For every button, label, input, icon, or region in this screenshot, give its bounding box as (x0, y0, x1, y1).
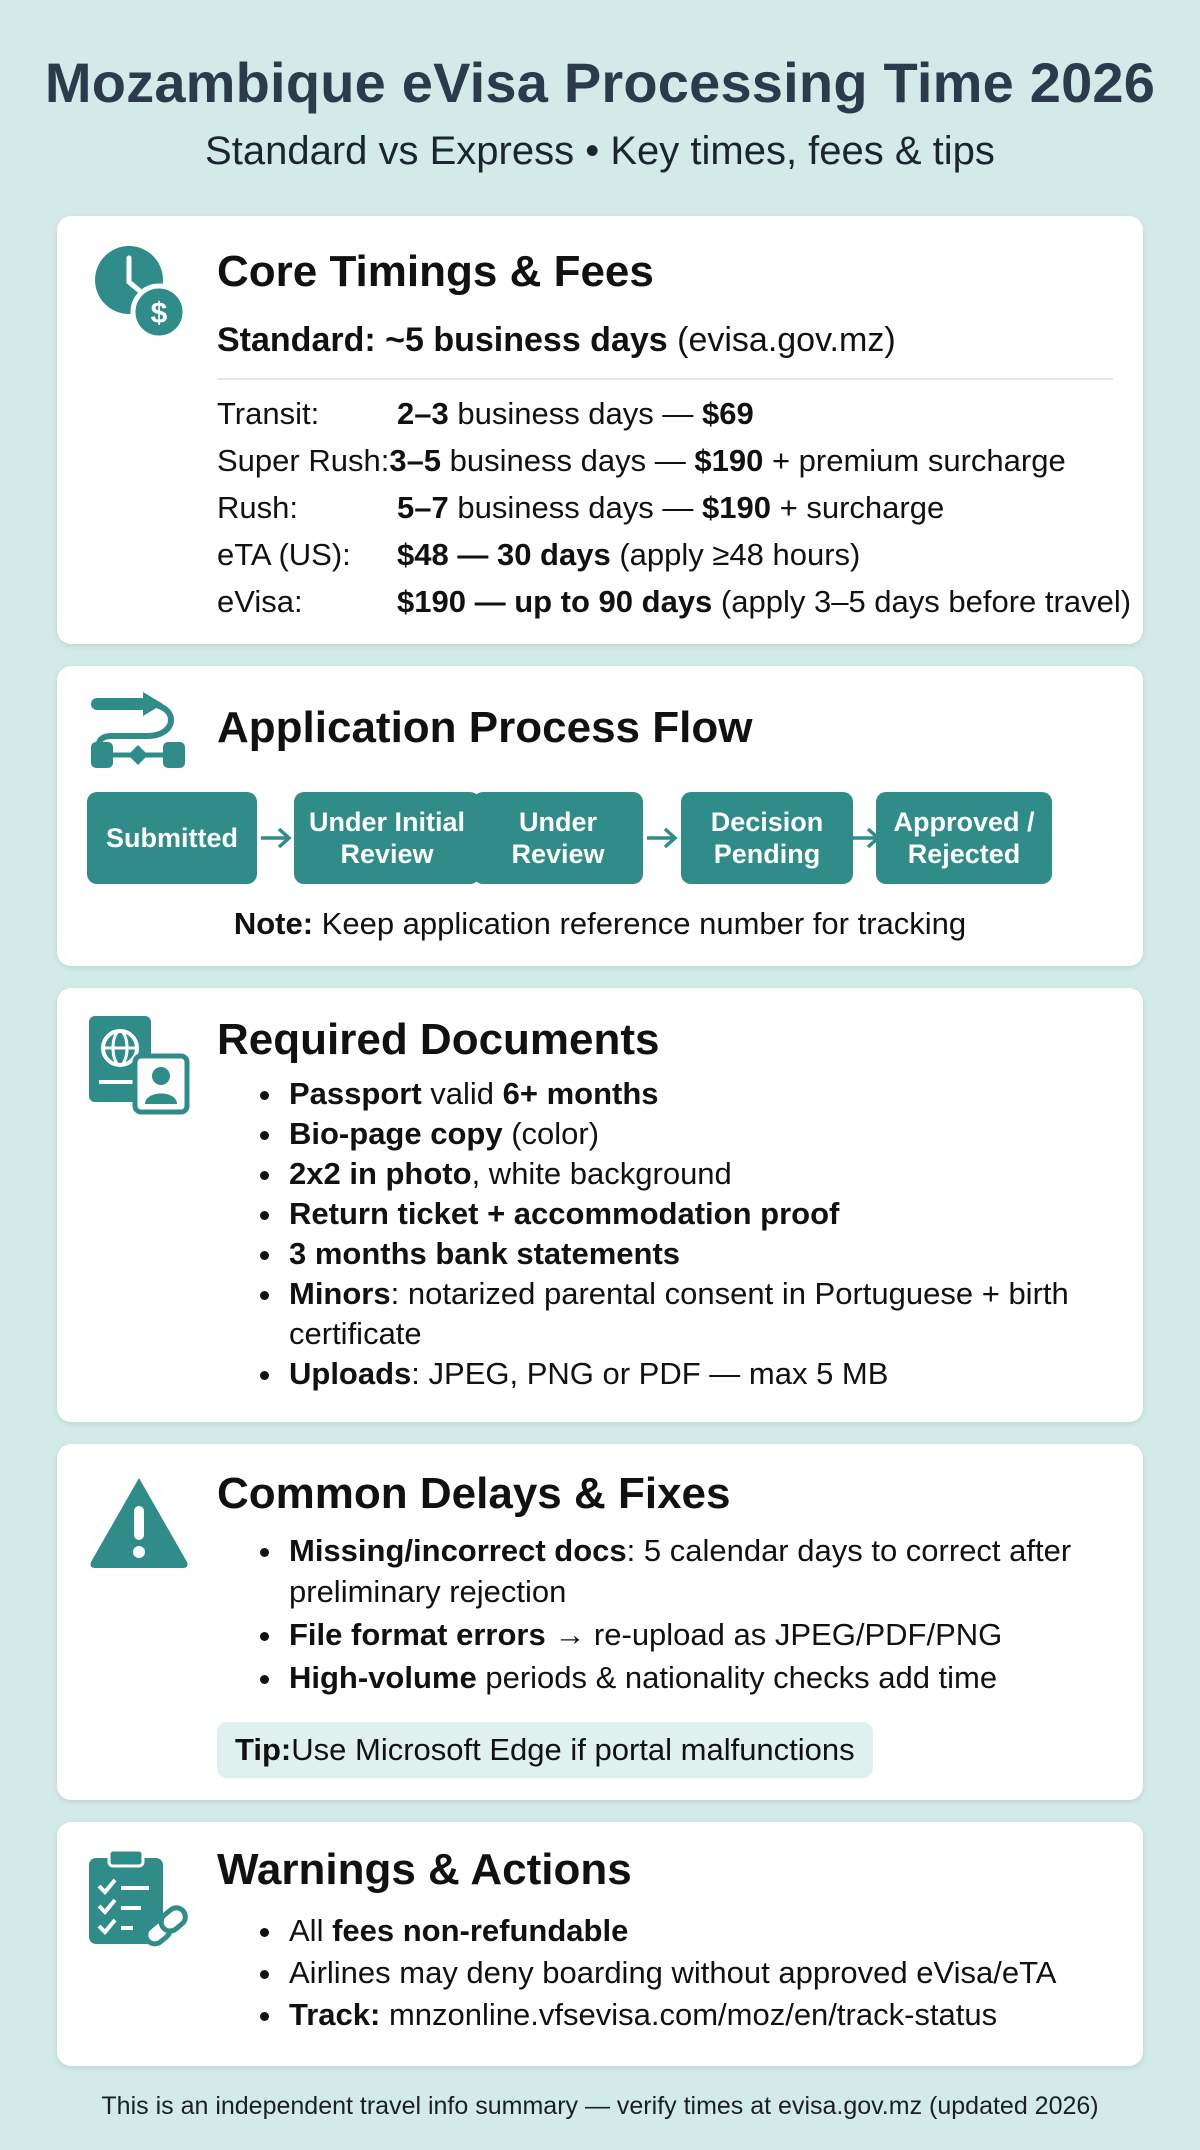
flow-step: Under Initial Review (294, 792, 480, 884)
timing-value (389, 443, 1065, 479)
timing-value (397, 396, 754, 432)
list-item (285, 1194, 1135, 1234)
bold-text: 3–5 (389, 442, 442, 478)
warning-triangle-icon (87, 1470, 191, 1574)
bold-text: High-volume (289, 1660, 477, 1695)
arrow-right-icon (644, 818, 680, 858)
standard-timing-bold: Standard: ~5 business days (217, 321, 668, 359)
text: mnzonline.vfsevisa.com/moz/en/track-status (380, 1997, 998, 2032)
list-item (285, 1614, 1135, 1655)
card-title: Core Timings & Fees (217, 247, 654, 296)
bold-text: 5–7 (397, 489, 449, 525)
bold-text: File format errors (289, 1617, 546, 1652)
text: (color) (502, 1116, 600, 1151)
text: , white background (471, 1156, 732, 1191)
page-title: Mozambique eVisa Processing Time 2026 (44, 51, 1156, 114)
timing-value (397, 537, 860, 573)
list-item (285, 1952, 1135, 1994)
flow-step: Decision Pending (681, 792, 853, 884)
flow-note-text: Keep application reference number for tracking (313, 906, 967, 941)
delays-list (285, 1530, 1135, 1700)
bold-text: 2x2 in photo (289, 1156, 472, 1191)
text: All (289, 1913, 333, 1948)
tip-text: Use Microsoft Edge if portal malfunctions (291, 1732, 855, 1767)
bold-text: Return ticket + accommodation proof (289, 1196, 840, 1231)
bold-text: Passport (289, 1076, 422, 1111)
text: : 5 calendar days to correct after preliminary rejection (289, 1533, 1072, 1609)
timing-row (217, 390, 1117, 437)
text: → re-upload as JPEG/PDF/PNG (545, 1617, 1003, 1652)
list-item (285, 1354, 1135, 1394)
checklist-link-icon (87, 1844, 191, 1948)
documents-list (285, 1074, 1135, 1394)
timing-table (217, 390, 1132, 625)
list-item (285, 1154, 1135, 1194)
card-title: Application Process Flow (217, 703, 753, 752)
flow-steps (87, 792, 1113, 884)
card-title: Common Delays & Fixes (217, 1469, 731, 1518)
page-header (0, 52, 1200, 174)
timing-row (217, 437, 1117, 484)
text: : JPEG, PNG or PDF — max 5 MB (411, 1356, 889, 1391)
bold-text: 6+ months (502, 1076, 659, 1111)
list-item (285, 1910, 1135, 1952)
flow-step: Under Review (473, 792, 643, 884)
card-title: Required Documents (217, 1015, 660, 1064)
process-flow-icon (87, 686, 191, 790)
warnings-card (57, 1822, 1143, 2066)
list-item (285, 1530, 1135, 1612)
svg-text:$: $ (150, 297, 168, 330)
bold-text: fees non-refundable (332, 1913, 629, 1948)
core-timings-card (57, 216, 1143, 644)
timing-row (217, 578, 1132, 625)
flow-step: Submitted (87, 792, 257, 884)
standard-timing-source: (evisa.gov.mz) (667, 321, 896, 359)
text: business days — (448, 395, 703, 431)
process-flow-card (57, 666, 1143, 966)
timing-row (217, 484, 1117, 531)
standard-timing (217, 320, 896, 361)
timing-value (397, 490, 944, 526)
text: business days — (441, 442, 695, 478)
flow-step: Approved / Rejected (876, 792, 1052, 884)
common-delays-card (57, 1444, 1143, 1800)
text: (apply ≥48 hours) (610, 536, 861, 572)
flow-note-label: Note: (233, 906, 314, 941)
bold-text: Minors (289, 1276, 391, 1311)
timing-row (217, 531, 1117, 578)
text: Airlines may deny boarding without approved eVisa/eTA (289, 1955, 1057, 1990)
list-item (285, 1114, 1135, 1154)
clock-dollar-icon (87, 242, 191, 346)
passport-id-icon (87, 1012, 191, 1116)
timing-label: Transit: (217, 395, 320, 431)
list-item (285, 1274, 1135, 1354)
list-item (285, 1994, 1135, 2036)
text: periods & nationality checks add time (476, 1660, 998, 1695)
bold-text: $190 (702, 489, 771, 525)
bold-text: $190 (694, 442, 764, 478)
page-subtitle: Standard vs Express • Key times, fees & tips (205, 128, 995, 173)
bold-text: Missing/incorrect docs (289, 1533, 627, 1568)
timing-label: eTA (US): (217, 536, 351, 572)
bold-text: Track: (289, 1997, 381, 2032)
bold-text: $48 — 30 days (397, 536, 611, 572)
bold-text: Uploads (289, 1356, 412, 1391)
timing-value (397, 584, 1131, 620)
arrow-right-icon (258, 818, 294, 858)
timing-label: eVisa: (217, 583, 303, 619)
text: + surcharge (771, 489, 945, 525)
card-title: Warnings & Actions (217, 1845, 632, 1894)
tip-box (217, 1722, 873, 1778)
tip-label: Tip: (235, 1732, 292, 1767)
text: + premium surcharge (763, 442, 1066, 478)
text: : notarized parental consent in Portuguese + birth certificate (289, 1276, 1069, 1351)
bold-text: $190 — up to 90 days (397, 583, 713, 619)
timing-label: Rush: (217, 489, 298, 525)
bold-text: Bio-page copy (289, 1116, 503, 1151)
bold-text: $69 (702, 395, 754, 431)
text: valid (421, 1076, 503, 1111)
text: business days — (448, 489, 703, 525)
footer-disclaimer: This is an independent travel info summary — verify times at evisa.gov.mz (updated 2026) (101, 2092, 1099, 2120)
bold-text: 2–3 (397, 395, 449, 431)
flow-note (57, 906, 1143, 942)
list-item (285, 1234, 1135, 1274)
bold-text: 3 months bank statements (289, 1236, 681, 1271)
text: (apply 3–5 days before travel) (712, 583, 1132, 619)
divider (217, 378, 1113, 380)
required-documents-card (57, 988, 1143, 1422)
timing-label: Super Rush: (217, 442, 390, 478)
list-item (285, 1657, 1135, 1698)
list-item (285, 1074, 1135, 1114)
warnings-list (285, 1910, 1135, 2036)
